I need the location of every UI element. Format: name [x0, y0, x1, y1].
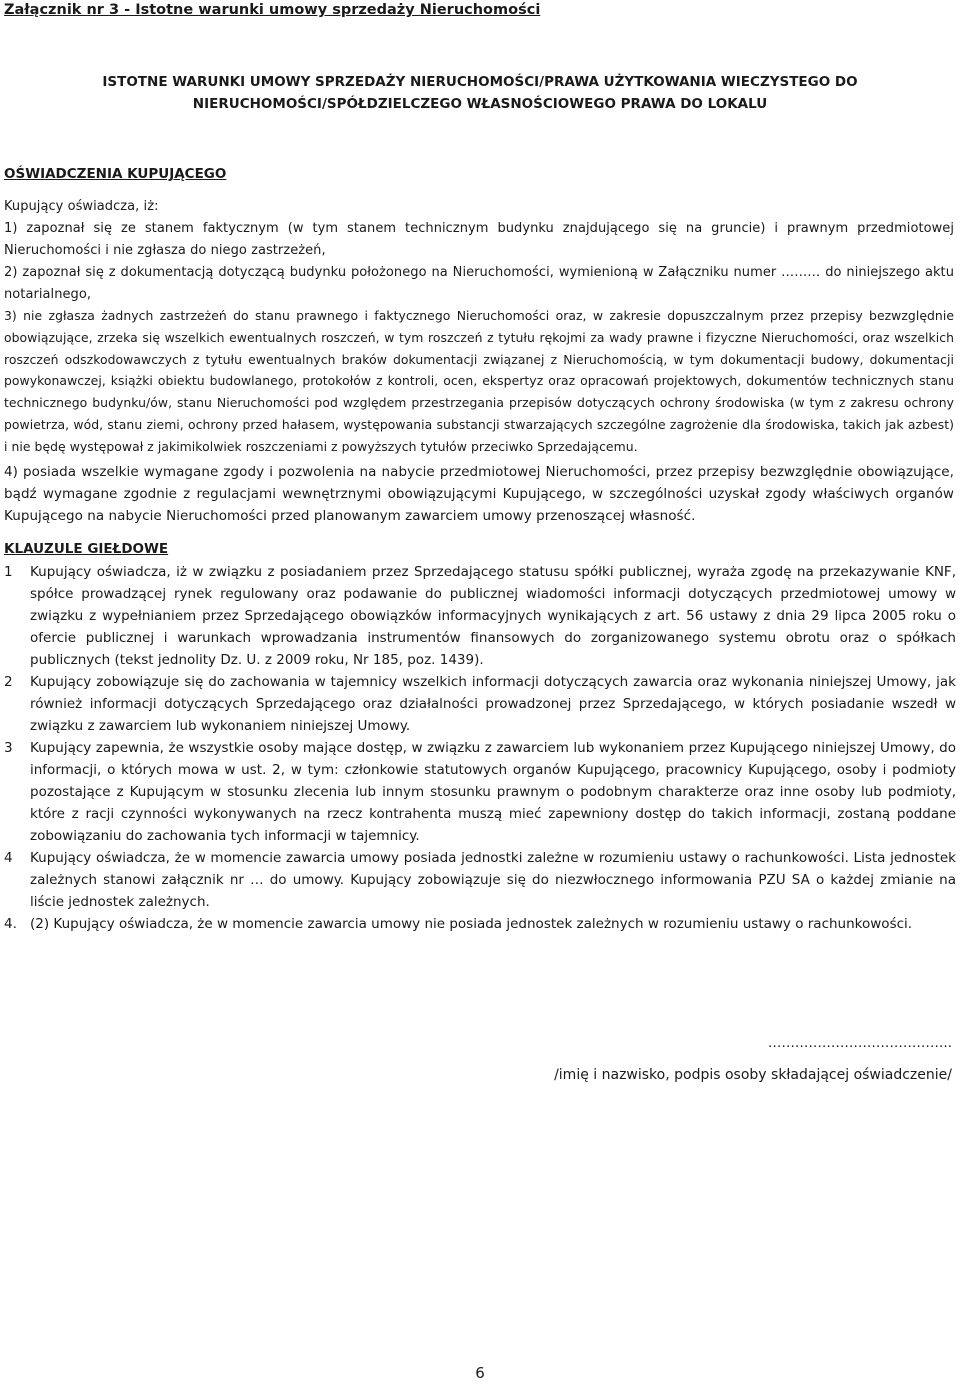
clause-item [4, 671, 956, 737]
buyer-statements-intro: Kupujący oświadcza, iż: [4, 199, 159, 214]
clause-item [4, 561, 956, 671]
clause-text: (2) Kupujący oświadcza, że w momencie zawarcia umowy nie posiada jednostek zależnych w rozumieniu ustawy o rachunkowości. [30, 916, 913, 932]
statement-item-4-block [4, 461, 954, 527]
stock-clauses-heading: KLAUZULE GIEŁDOWE [4, 541, 169, 557]
clause-number: 4 [4, 850, 13, 866]
clause-item [4, 847, 956, 913]
clause-text: Kupujący oświadcza, że w momencie zawarcia umowy posiada jednostki zależne w rozumieniu ustawy o rachunkowości. Lista jednostek zależnych stanowi załącznik nr … do umowy. Kupujący zobowiązuje się do niezwłocznego informowania PZU SA o każdej zmianie na liście jednostek zależnych. [30, 850, 956, 910]
clause-text: Kupujący zapewnia, że wszystkie osoby mające dostęp, w związku z zawarciem lub wykonaniem przez Kupującego niniejszej Umowy, do informacji, o których mowa w ust. 2, w tym: członkowie statutowych organów Kupującego, pracownicy Kupującego, osoby i podmioty pozostające z Kupującym w stosunku zlecenia lub innym stosunku prawnym o podobnym charakterze oraz inne osoby lub podmioty, które z racji czynności wykonywanych na rzecz kontrahenta muszą mieć zapewniony dostęp do takich informacji, zostaną poddane zobowiązaniu do zachowania tych informacji w tajemnicy. [30, 740, 956, 844]
buyer-statements-intro-block [4, 196, 954, 306]
annex-title: Załącznik nr 3 - Istotne warunki umowy sprzedaży Nieruchomości [4, 2, 541, 18]
buyer-statements-heading: OŚWIADCZENIA KUPUJĄCEGO [4, 166, 227, 182]
clause-item [4, 737, 956, 847]
clause-number: 1 [4, 564, 13, 580]
statement-item-4: 4) posiada wszelkie wymagane zgody i pozwolenia na nabycie przedmiotowej Nieruchomości, przez przepisy bezwzględnie obowiązujące, bądź wymagane zgodnie z regulacjami wewnętrznymi obowiązującymi Kupującego, w szczególności uzyskał zgody właściwych organów Kupującego na nabycie Nieruchomości przed planowanym zawarciem umowy przenoszącej własność. [4, 464, 954, 524]
stock-clauses-list [4, 561, 956, 935]
statement-item-1: 1) zapoznał się ze stanem faktycznym (w tym stanem technicznym budynku znajdującego się na gruncie) i prawnym przedmiotowej Nieruchomości i nie zgłasza do niego zastrzeżeń, [4, 221, 954, 258]
clause-text: Kupujący oświadcza, iż w związku z posiadaniem przez Sprzedającego statusu spółki publicznej, wyraża zgodę na przekazywanie KNF, spółce prowadzącej rynek regulowany oraz podawanie do publicznej wiadomości informacji dotyczących przedmiotowej umowy w związku z wypełnianiem przez Sprzedającego obowiązków informacyjnych wynikających z art. 56 ustawy z dnia 29 lipca 2005 roku o ofercie publicznej i warunkach wprowadzania instrumentów finansowych do zorganizowanego systemu obrotu oraz o spółkach publicznych (tekst jednolity Dz. U. z 2009 roku, Nr 185, poz. 1439). [30, 564, 956, 668]
statement-item-2: 2) zapoznał się z dokumentacją dotyczącą budynku położonego na Nieruchomości, wymienioną w Załączniku numer ……… do niniejszego aktu notarialnego, [4, 265, 954, 302]
signature-caption: /imię i nazwisko, podpis osoby składającej oświadczenie/ [554, 1067, 952, 1083]
page-number: 6 [475, 1364, 485, 1382]
main-title-line-1: ISTOTNE WARUNKI UMOWY SPRZEDAŻY NIERUCHOMOŚCI/PRAWA UŻYTKOWANIA WIECZYSTEGO DO [102, 74, 858, 90]
clause-number: 2 [4, 674, 13, 690]
clause-item [4, 913, 956, 935]
clause-number: 3 [4, 740, 13, 756]
clause-text: Kupujący zobowiązuje się do zachowania w tajemnicy wszelkich informacji dotyczących zawarcia oraz wykonania niniejszej Umowy, jak również informacji dotyczących Sprzedającego oraz działalności prowadzonej przez Sprzedającego, w których posiadanie wszedł w związku z zawarciem lub wykonaniem niniejszej Umowy. [30, 674, 956, 734]
main-title-line-2: NIERUCHOMOŚCI/SPÓŁDZIELCZEGO WŁASNOŚCIOWEGO PRAWA DO LOKALU [192, 96, 768, 112]
signature-line: ………………………………….. [767, 1035, 952, 1051]
statement-item-3: 3) nie zgłasza żadnych zastrzeżeń do stanu prawnego i faktycznego Nieruchomości oraz, w zakresie dopuszczalnym przez przepisy bezwzględnie obowiązujące, zrzeka się wszelkich ewentualnych roszczeń, w tym roszczeń z tytułu rękojmi za wady prawne i fizyczne Nieruchomości, oraz wszelkich roszczeń odszkodowawczych z tytułu ewentualnych braków dokumentacji związanej z Nieruchomością, w tym dokumentacji budowy, dokumentacji powykonawczej, książki obiektu budowlanego, protokołów z kontroli, ocen, ekspertyz oraz opracowań projektowych, dokumentów technicznych stanu technicznego budynku/ów, stanu Nieruchomości pod względem przestrzegania przepisów dotyczących ochrony środowiska (w tym z zakresu ochrony powietrza, wód, stanu ziemi, ochrony przed hałasem, występowania substancji stwarzających szczególne zagrożenie dla środowiska, takich jak azbest) i nie będę występował z jakimikolwiek roszczeniami z powyższych tytułów przeciwko Sprzedającemu. [4, 308, 954, 454]
main-title [0, 71, 960, 115]
statement-item-3-block [4, 305, 954, 458]
clause-number: 4. [4, 916, 17, 932]
